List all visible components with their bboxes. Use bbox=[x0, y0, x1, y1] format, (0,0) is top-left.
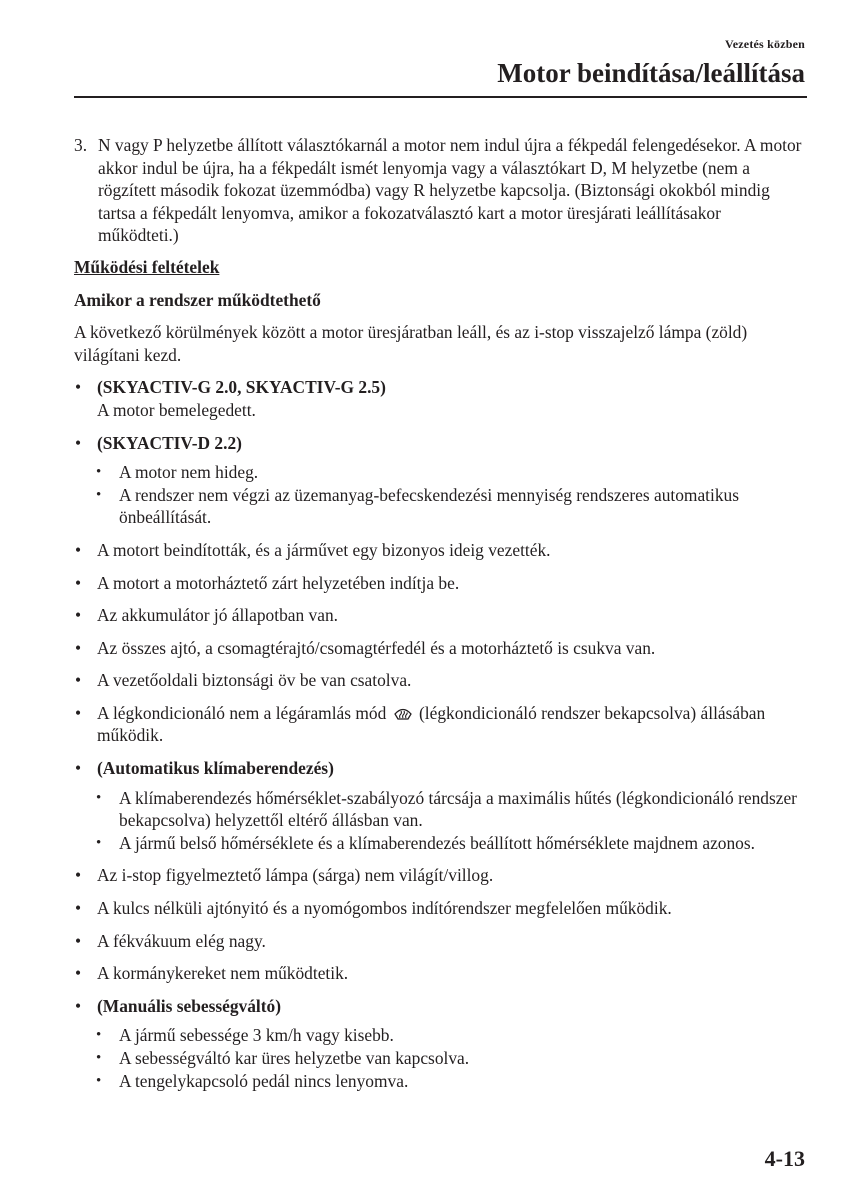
numbered-item bbox=[74, 134, 804, 247]
list-item bbox=[74, 702, 804, 747]
page-content bbox=[74, 134, 804, 1102]
list-item-text: Az összes ajtó, a csomagtérajtó/csomagtérfedél és a motorháztető is csukva van. bbox=[97, 637, 656, 658]
list-item bbox=[74, 637, 804, 660]
sub-list-item-text: A rendszer nem végzi az üzemanyag-befecskendezési mennyiség rendszeres automatikus önbeállítását. bbox=[119, 484, 739, 528]
sub-list-item-text: A jármű belső hőmérséklete és a klímaberendezés beállított hőmérséklete majdnem azonos. bbox=[119, 832, 755, 853]
item-number: 3. bbox=[74, 135, 88, 155]
sub-list-item-text: A jármű sebessége 3 km/h vagy kisebb. bbox=[119, 1025, 394, 1046]
bullet-icon: • bbox=[75, 670, 82, 691]
list-item-text: A vezetőoldali biztonsági öv be van csatolva. bbox=[97, 670, 412, 691]
bullet-icon: • bbox=[75, 637, 82, 658]
system-operable-heading: Amikor a rendszer működtethető bbox=[74, 289, 321, 310]
list-item bbox=[74, 757, 804, 780]
sub-list-item bbox=[74, 1047, 804, 1070]
list-item bbox=[74, 376, 804, 421]
sub-list bbox=[74, 787, 804, 855]
sub-list-item-text: A tengelykapcsoló pedál nincs lenyomva. bbox=[119, 1070, 409, 1091]
bullet-icon: • bbox=[96, 834, 102, 851]
section-label: Vezetés közben bbox=[724, 37, 805, 51]
sub-list-item bbox=[74, 787, 804, 832]
sub-list-item bbox=[74, 461, 804, 484]
list-item-title: (Manuális sebességváltó) bbox=[97, 995, 282, 1016]
sub-list-item bbox=[74, 832, 804, 855]
sub-list-item bbox=[74, 1024, 804, 1047]
numbered-item-text: N vagy P helyzetbe állított választókarnál a motor nem indul újra a fékpedál felengedésekor. A motor akkor indul be újra, ha a fékpedált ismét lenyomja vagy a választókart D, M helyzetbe (nem a rögzített második fokozat üzemmódba) vagy R helyzetbe kapcsolja. (Biztonsági okokból mindig tartsa a fékpedált lenyomva, amikor a fokozatválasztó kart a motor üresjárati leállításakor működteti.) bbox=[98, 135, 802, 246]
bullet-icon: • bbox=[75, 995, 82, 1016]
list-item-text-end: (légkondicionáló rendszer bekapcsolva) állásában működik. bbox=[97, 702, 766, 746]
page-number: 4-13 bbox=[764, 1146, 805, 1171]
sub-list-item-text: A sebességváltó kar üres helyzetbe van kapcsolva. bbox=[119, 1048, 470, 1068]
bullet-icon: • bbox=[75, 865, 82, 886]
bullet-icon: • bbox=[75, 572, 82, 593]
operating-conditions-heading: Működési feltételek bbox=[74, 256, 220, 277]
bullet-icon: • bbox=[96, 486, 102, 503]
list-item-text-start: A légkondicionáló nem a légáramlás mód bbox=[97, 702, 387, 723]
windshield-defroster-icon bbox=[393, 704, 413, 721]
list-item bbox=[74, 930, 804, 953]
list-item bbox=[74, 432, 804, 455]
page-title: Motor beindítása/leállítása bbox=[497, 58, 805, 88]
list-item-title: (SKYACTIV-D 2.2) bbox=[97, 432, 242, 453]
bullet-icon: • bbox=[75, 963, 82, 984]
list-item-text: A motort a motorháztető zárt helyzetében indítja be. bbox=[97, 572, 460, 593]
list-item bbox=[74, 962, 804, 985]
bullet-icon: • bbox=[75, 605, 82, 626]
list-item-text: Az akkumulátor jó állapotban van. bbox=[97, 605, 338, 626]
list-item bbox=[74, 897, 804, 920]
bullet-icon: • bbox=[75, 930, 82, 951]
list-item-text: A motort beindították, és a járművet egy bizonyos ideig vezették. bbox=[97, 539, 551, 560]
list-item-text: A fékvákuum elég nagy. bbox=[97, 930, 266, 951]
sub-list bbox=[74, 1024, 804, 1092]
intro-paragraph: A következő körülmények között a motor üresjáratban leáll, és az i-stop visszajelző lámpa (zöld) világítani kezd. bbox=[74, 322, 748, 365]
list-item-text: A motor bemelegedett. bbox=[97, 399, 256, 420]
list-item bbox=[74, 995, 804, 1018]
bullet-icon: • bbox=[75, 898, 82, 919]
list-item-text: Az i-stop figyelmeztető lámpa (sárga) nem világít/villog. bbox=[97, 865, 494, 886]
bullet-icon: • bbox=[96, 789, 102, 806]
list-item bbox=[74, 539, 804, 562]
sub-list-item-text: A klímaberendezés hőmérséklet-szabályozó tárcsája a maximális hűtés (légkondicionáló rendszer bekapcsolva) helyzettől eltérő állásban van. bbox=[119, 787, 797, 831]
bullet-icon: • bbox=[96, 1072, 102, 1089]
sub-list bbox=[74, 461, 804, 529]
bullet-icon: • bbox=[96, 1027, 102, 1044]
bullet-icon: • bbox=[75, 758, 82, 779]
list-item-title: (Automatikus klímaberendezés) bbox=[97, 758, 334, 779]
list-item bbox=[74, 604, 804, 627]
list-item-text: A kulcs nélküli ajtónyitó és a nyomógombos indítórendszer megfelelően működik. bbox=[97, 898, 672, 919]
list-item-text: A kormánykereket nem működtetik. bbox=[97, 963, 349, 984]
list-item-title: (SKYACTIV-G 2.0, SKYACTIV-G 2.5) bbox=[97, 377, 386, 398]
list-item bbox=[74, 572, 804, 595]
bullet-icon: • bbox=[75, 432, 82, 453]
sub-list-item-text: A motor nem hideg. bbox=[119, 462, 259, 483]
bullet-icon: • bbox=[96, 464, 102, 481]
sub-list-item bbox=[74, 1070, 804, 1093]
bullet-icon: • bbox=[75, 377, 82, 398]
title-rule bbox=[74, 96, 807, 98]
bullet-icon: • bbox=[75, 702, 82, 723]
bullet-icon: • bbox=[96, 1050, 102, 1066]
sub-list-item bbox=[74, 484, 804, 529]
list-item bbox=[74, 864, 804, 887]
bullet-icon: • bbox=[75, 539, 82, 560]
list-item bbox=[74, 669, 804, 692]
